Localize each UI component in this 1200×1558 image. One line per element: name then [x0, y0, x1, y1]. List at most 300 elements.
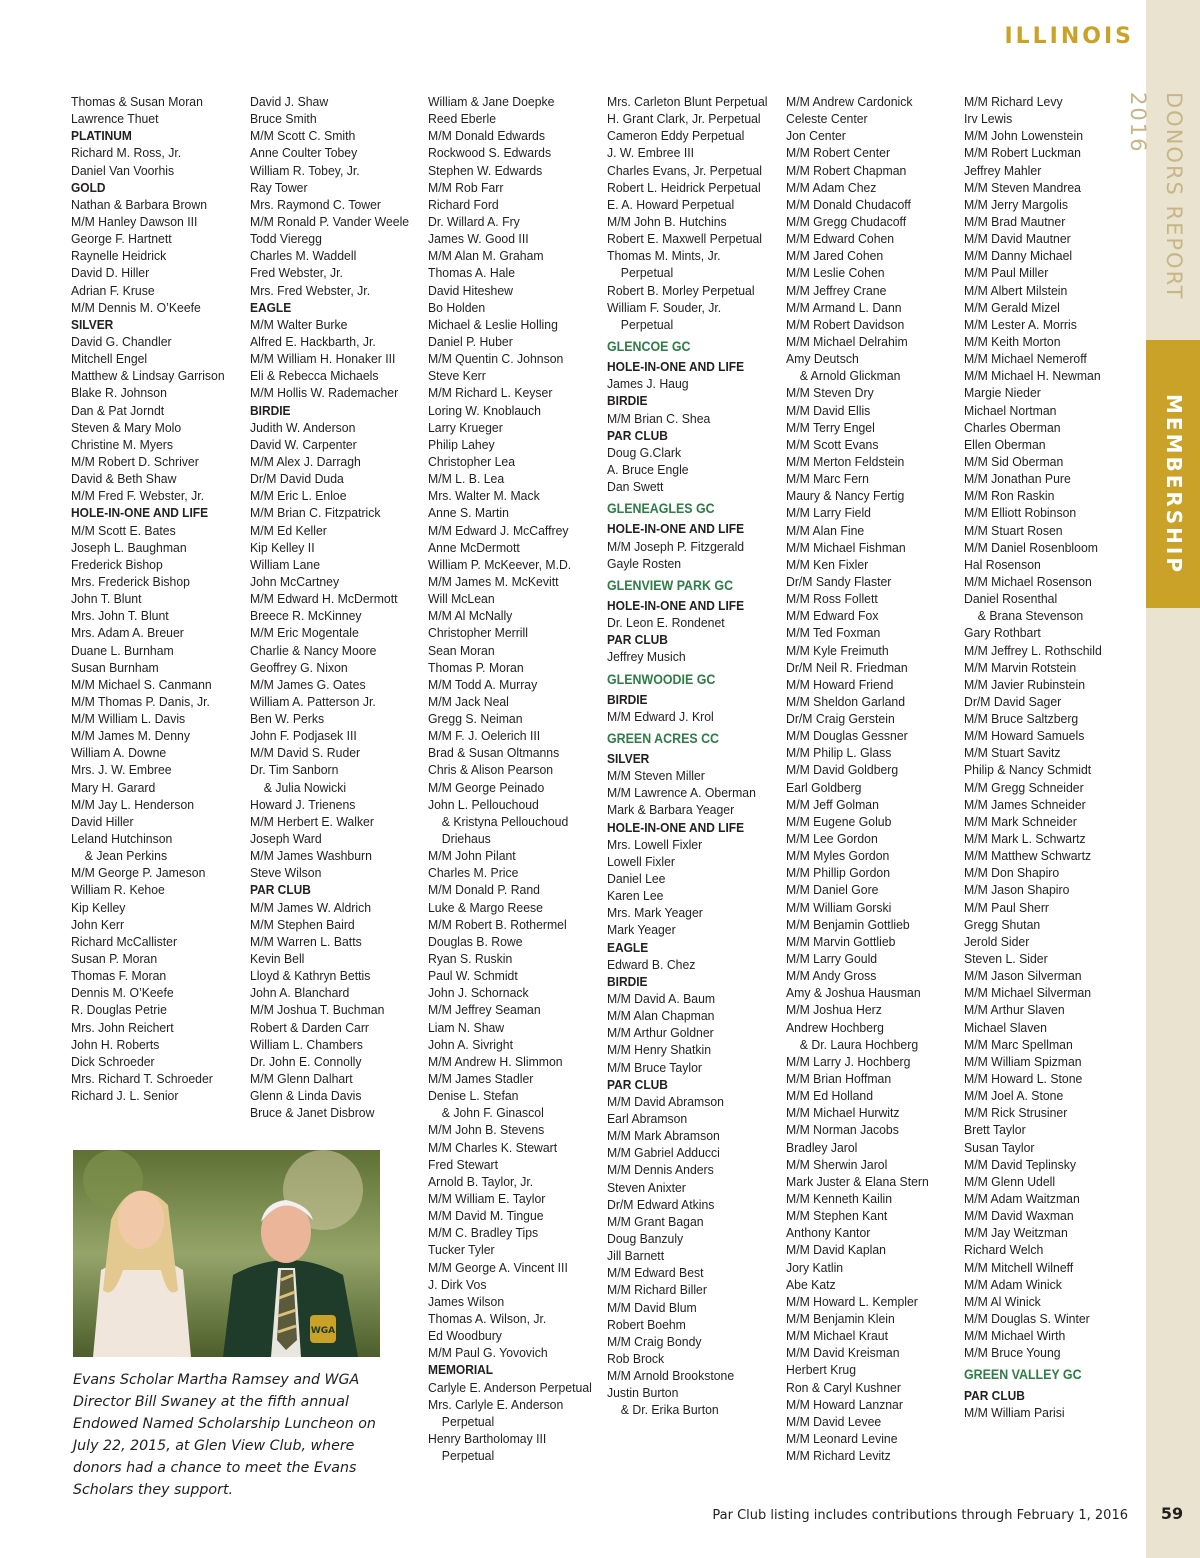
- donor-name: M/M Thomas P. Danis, Jr.: [71, 693, 210, 709]
- donor-name: Thomas A. Hale: [428, 265, 516, 281]
- donor-name: M/M Mark Schneider: [964, 813, 1077, 829]
- giving-level-heading: PAR CLUB: [250, 882, 311, 898]
- donor-name: Ron & Caryl Kushner: [786, 1379, 901, 1395]
- donor-name: M/M Howard Samuels: [964, 728, 1085, 744]
- donor-name: Margie Nieder: [964, 385, 1041, 401]
- donor-name: John T. Blunt: [71, 591, 142, 607]
- donor-name: M/M Norman Jacobs: [786, 1122, 899, 1138]
- donor-name: Blake R. Johnson: [71, 385, 167, 401]
- donor-name: M/M David Goldberg: [786, 762, 899, 778]
- donor-name: Mrs. Carleton Blunt Perpetual: [607, 94, 768, 109]
- donor-name: Sean Moran: [428, 642, 495, 658]
- donor-name: M/M Myles Gordon: [786, 848, 890, 864]
- donor-name: M/M Edward Fox: [786, 608, 879, 624]
- donor-name: Chris & Alison Pearson: [428, 762, 554, 778]
- donor-name: Stephen W. Edwards: [428, 162, 543, 178]
- donor-name: M/M Edward Best: [607, 1265, 704, 1281]
- donor-name: M/M Al Winick: [964, 1293, 1041, 1309]
- donor-name: R. Douglas Petrie: [71, 1002, 167, 1018]
- donor-name: M/M Walter Burke: [250, 316, 348, 332]
- donor-name: M/M Ronald P. Vander Weele: [250, 213, 410, 229]
- donor-name: Charles M. Waddell: [250, 248, 357, 264]
- donor-name: M/M Arthur Slaven: [964, 1002, 1065, 1018]
- donor-name: Steve Wilson: [250, 865, 322, 881]
- donor-name: Justin Burton: [607, 1385, 679, 1401]
- donor-name: Mrs. Walter M. Mack: [428, 488, 540, 504]
- donor-name-continued: Perpetual: [620, 265, 674, 281]
- donor-name: M/M Robert Luckman: [964, 145, 1081, 161]
- donor-name: M/M Ken Fixler: [786, 556, 869, 572]
- donor-name: Jeffrey Musich: [607, 649, 686, 665]
- donor-name: A. Bruce Engle: [607, 461, 689, 477]
- donor-name: M/M Rick Strusiner: [964, 1105, 1068, 1121]
- donor-name-continued: & Arnold Glickman: [799, 368, 901, 384]
- donor-name: Dr/M David Sager: [964, 693, 1062, 709]
- donor-name: Ryan S. Ruskin: [428, 951, 513, 967]
- donor-name: Adrian F. Kruse: [71, 282, 155, 298]
- donor-name: M/M Ed Holland: [786, 1088, 874, 1104]
- donor-name: M/M Jack Neal: [428, 693, 509, 709]
- donor-name: M/M Steven Dry: [786, 385, 874, 401]
- donor-name: M/M Howard Lanznar: [786, 1396, 903, 1412]
- donor-name: M/M Rob Farr: [428, 179, 504, 195]
- donor-name: Michael Nortman: [964, 402, 1057, 418]
- donor-name: M/M Warren L. Batts: [250, 933, 362, 949]
- donor-name: Cameron Eddy Perpetual: [607, 128, 745, 144]
- donor-name: Andrew Hochberg: [786, 1019, 884, 1035]
- donor-name: Carlyle E. Anderson Perpetual: [428, 1379, 592, 1395]
- donor-name: Christopher Merrill: [428, 625, 528, 641]
- giving-level-heading: BIRDIE: [607, 393, 648, 409]
- donor-name: M/M John B. Hutchins: [607, 213, 727, 229]
- donor-name: M/M Richard Biller: [607, 1282, 707, 1298]
- donor-name: M/M Brian C. Fitzpatrick: [250, 505, 381, 521]
- donor-name: Liam N. Shaw: [428, 1019, 505, 1035]
- donor-name: Eli & Rebecca Michaels: [250, 368, 379, 384]
- donor-name: M/M Stuart Rosen: [964, 522, 1063, 538]
- donor-name: M/M David Mautner: [964, 231, 1071, 247]
- giving-level-heading: EAGLE: [607, 939, 649, 955]
- donor-name: M/M Jason Silverman: [964, 968, 1082, 984]
- donor-name: M/M Hollis W. Rademacher: [250, 385, 399, 401]
- donor-name: M/M Elliott Robinson: [964, 505, 1077, 521]
- donor-name: M/M Howard Friend: [786, 676, 894, 692]
- donor-name: M/M Edward H. McDermott: [250, 591, 398, 607]
- donor-name: Thomas A. Wilson, Jr.: [428, 1310, 547, 1326]
- giving-level-heading: BIRDIE: [607, 691, 648, 707]
- donor-name: Steven L. Sider: [964, 951, 1048, 967]
- donor-name: David Hiteshew: [428, 282, 513, 298]
- donor-name: M/M Ron Raskin: [964, 488, 1055, 504]
- donor-name: Henry Bartholomay III: [428, 1430, 547, 1446]
- donor-name: J. W. Embree III: [607, 145, 695, 161]
- donor-name: M/M Michael H. Newman: [964, 368, 1101, 384]
- giving-level-heading: GOLD: [71, 179, 106, 195]
- report-title: DONORS REPORT 2016: [1126, 92, 1186, 301]
- donor-name: M/M Robert Davidson: [786, 316, 905, 332]
- donor-name: M/M Lawrence A. Oberman: [607, 785, 756, 801]
- donor-name: William A. Downe: [71, 745, 167, 761]
- donor-name: Brett Taylor: [964, 1122, 1026, 1138]
- donor-name: Jeffrey Mahler: [964, 162, 1042, 178]
- donor-name: Robert B. Morley Perpetual: [607, 282, 755, 298]
- donor-name: M/M Douglas S. Winter: [964, 1310, 1090, 1326]
- donor-name: M/M Terry Engel: [786, 419, 875, 435]
- giving-level-heading: MEMORIAL: [428, 1362, 494, 1378]
- donor-name: Richard McCallister: [71, 933, 178, 949]
- giving-level-heading: EAGLE: [250, 299, 292, 315]
- donor-name: M/M Alex J. Darragh: [250, 453, 361, 469]
- donor-name: M/M Eric L. Enloe: [250, 488, 347, 504]
- donor-name: M/M David Abramson: [607, 1093, 724, 1109]
- donor-name: M/M Eric Mogentale: [250, 625, 359, 641]
- donor-name: M/M David A. Baum: [607, 991, 716, 1007]
- donor-name: M/M Jason Shapiro: [964, 882, 1070, 898]
- donor-name: M/M David Waxman: [964, 1208, 1074, 1224]
- donor-name: Anne McDermott: [428, 539, 520, 555]
- donor-name-continued: & Dr. Erika Burton: [620, 1402, 719, 1418]
- donor-name: Joseph L. Baughman: [71, 539, 187, 555]
- donor-name: M/M John Pilant: [428, 848, 516, 864]
- donor-name: Anne Coulter Tobey: [250, 145, 358, 161]
- donor-name: M/M Mitchell Wilneff: [964, 1259, 1074, 1275]
- donor-name: M/M Larry Gould: [786, 951, 878, 967]
- donor-name: William R. Kehoe: [71, 882, 165, 898]
- donor-column-2: [250, 93, 408, 1121]
- donor-name: John A. Blanchard: [250, 985, 350, 1001]
- club-heading: GLENVIEW PARK GC: [607, 577, 734, 593]
- donor-name: M/M Lester A. Morris: [964, 316, 1077, 332]
- donor-name: Reed Eberle: [428, 111, 497, 127]
- donor-name: M/M Robert B. Rothermel: [428, 916, 567, 932]
- donor-name: M/M Joel A. Stone: [964, 1088, 1064, 1104]
- giving-level-heading: BIRDIE: [250, 402, 291, 418]
- donor-name: M/M Arnold Brookstone: [607, 1368, 735, 1384]
- donor-name: Douglas B. Rowe: [428, 933, 523, 949]
- donor-name: Kevin Bell: [250, 951, 305, 967]
- donor-name: M/M Michael Fishman: [786, 539, 906, 555]
- donor-name: Dr. Willard A. Fry: [428, 213, 520, 229]
- donor-name: M/M Joshua Herz: [786, 1002, 882, 1018]
- donor-name: David & Beth Shaw: [71, 471, 177, 487]
- donor-name: Alfred E. Hackbarth, Jr.: [250, 333, 376, 349]
- donor-name: Jill Barnett: [607, 1248, 665, 1264]
- donor-name: M/M Marvin Rotstein: [964, 659, 1077, 675]
- donor-name: Mitchell Engel: [71, 351, 148, 367]
- donor-name: James W. Good III: [428, 231, 529, 247]
- donor-name: H. Grant Clark, Jr. Perpetual: [607, 111, 761, 127]
- page-number: 59: [1160, 1504, 1184, 1523]
- donor-name: M/M George Peinado: [428, 779, 545, 795]
- donor-name: Judith W. Anderson: [250, 419, 356, 435]
- donor-name: M/M David Ellis: [786, 402, 871, 418]
- donor-name: M/M Craig Bondy: [607, 1333, 702, 1349]
- donor-name: John J. Schornack: [428, 985, 529, 1001]
- donor-name: M/M Ross Follett: [786, 591, 878, 607]
- donor-name: Mrs. J. W. Embree: [71, 762, 172, 778]
- donor-name: M/M Phillip Gordon: [786, 865, 891, 881]
- donor-name: Mrs. Fred Webster, Jr.: [250, 282, 371, 298]
- donor-name: Frederick Bishop: [71, 556, 163, 572]
- donor-name: Joseph Ward: [250, 831, 322, 847]
- photo-illustration: [73, 1150, 380, 1357]
- donor-name: Dr. John E. Connolly: [250, 1053, 362, 1069]
- donor-name: M/M L. B. Lea: [428, 471, 505, 487]
- donor-name: M/M Jeff Golman: [786, 796, 879, 812]
- donor-name: M/M John B. Stevens: [428, 1122, 545, 1138]
- donor-name: William P. McKeever, M.D.: [428, 556, 572, 572]
- donor-name: Herbert Krug: [786, 1362, 857, 1378]
- donor-name: Michael Slaven: [964, 1019, 1047, 1035]
- donor-name: Dan Swett: [607, 479, 664, 495]
- donor-name: M/M David M. Tingue: [428, 1208, 544, 1224]
- donor-name: Lloyd & Kathryn Bettis: [250, 968, 371, 984]
- donor-name: Dan & Pat Jorndt: [71, 402, 165, 418]
- donor-name: M/M Stephen Baird: [250, 916, 355, 932]
- donor-name: Geoffrey G. Nixon: [250, 659, 348, 675]
- donor-name-continued: Perpetual: [620, 316, 674, 332]
- donor-name: James J. Haug: [607, 376, 689, 392]
- donor-name: M/M Lee Gordon: [786, 831, 878, 847]
- donor-name: M/M Edward J. Krol: [607, 708, 714, 724]
- giving-level-heading: PAR CLUB: [607, 1076, 668, 1092]
- donor-name: M/M Keith Morton: [964, 333, 1061, 349]
- donor-name-continued: & John F. Ginascol: [441, 1105, 544, 1121]
- donor-name: Raynelle Heidrick: [71, 248, 167, 264]
- donor-name-continued: Perpetual: [441, 1448, 495, 1464]
- donor-name: M/M Andrew Cardonick: [786, 94, 913, 109]
- donor-name: M/M Javier Rubinstein: [964, 676, 1086, 692]
- donor-name: Robert Boehm: [607, 1316, 686, 1332]
- donor-name: M/M Stuart Savitz: [964, 745, 1061, 761]
- donor-name: M/M Brian Hoffman: [786, 1071, 892, 1087]
- donor-name: M/M William H. Honaker III: [250, 351, 396, 367]
- donor-name: Richard J. L. Senior: [71, 1088, 179, 1104]
- donor-name: Richard Ford: [428, 196, 499, 212]
- donor-name: David G. Chandler: [71, 333, 172, 349]
- donor-name: Fred Stewart: [428, 1156, 499, 1172]
- donor-name: Thomas P. Moran: [428, 659, 524, 675]
- donor-name: M/M Daniel Gore: [786, 882, 879, 898]
- donor-name: Mrs. Lowell Fixler: [607, 836, 703, 852]
- donor-name: Howard J. Trienens: [250, 796, 356, 812]
- donor-name: Dr/M Neil R. Friedman: [786, 659, 908, 675]
- club-heading: GREEN ACRES CC: [607, 730, 720, 746]
- donor-name: M/M Larry Field: [786, 505, 871, 521]
- donor-name: M/M John Lowenstein: [964, 128, 1083, 144]
- donor-name: M/M Hanley Dawson III: [71, 213, 198, 229]
- club-heading: GREEN VALLEY GC: [964, 1367, 1082, 1383]
- donor-name: Charles Evans, Jr. Perpetual: [607, 162, 763, 178]
- donor-name: Dr/M David Duda: [250, 471, 344, 487]
- donor-name: Susan P. Moran: [71, 951, 158, 967]
- donor-name: M/M Leslie Cohen: [786, 265, 885, 281]
- giving-level-heading: HOLE-IN-ONE AND LIFE: [607, 521, 745, 537]
- donor-name: Mrs. John Reichert: [71, 1019, 174, 1035]
- donor-name: Dr/M Sandy Flaster: [786, 573, 892, 589]
- section-label: MEMBERSHIP: [1162, 394, 1186, 576]
- donor-name: James Wilson: [428, 1293, 505, 1309]
- donor-name: M/M Steven Miller: [607, 768, 705, 784]
- donor-name: Kip Kelley II: [250, 539, 315, 555]
- donor-name-continued: & Jean Perkins: [84, 848, 168, 864]
- donor-name: M/M Howard L. Kempler: [786, 1293, 918, 1309]
- donor-name: John McCartney: [250, 573, 340, 589]
- donor-name: Paul W. Schmidt: [428, 968, 518, 984]
- donor-name: Abe Katz: [786, 1276, 836, 1292]
- donor-name: M/M James Schneider: [964, 796, 1086, 812]
- donor-name: M/M Jeffrey Seaman: [428, 1002, 541, 1018]
- donor-name: M/M Henry Shatkin: [607, 1042, 712, 1058]
- donor-name: M/M Paul Miller: [964, 265, 1049, 281]
- donor-column-4: [607, 93, 768, 1419]
- donor-name: Mark Juster & Elana Stern: [786, 1173, 929, 1189]
- donor-name: M/M Andrew H. Slimmon: [428, 1053, 563, 1069]
- donor-name: M/M Herbert E. Walker: [250, 813, 374, 829]
- donor-name: Daniel Van Voorhis: [71, 162, 175, 178]
- donor-name: M/M Glenn Udell: [964, 1173, 1056, 1189]
- donor-name: John F. Podjasek III: [250, 728, 357, 744]
- donor-name: M/M Dennis M. O’Keefe: [71, 299, 201, 315]
- donor-name: M/M Merton Feldstein: [786, 453, 905, 469]
- donor-name: Gregg S. Neiman: [428, 711, 523, 727]
- donor-name: M/M Benjamin Gottlieb: [786, 916, 910, 932]
- donor-name: M/M Jared Cohen: [786, 248, 884, 264]
- footer-note: Par Club listing includes contributions through February 1, 2016: [712, 1508, 1128, 1523]
- donor-name: Hal Rosenson: [964, 556, 1041, 572]
- donor-name: M/M Mark Abramson: [607, 1128, 720, 1144]
- donor-name: Glenn & Linda Davis: [250, 1088, 362, 1104]
- donor-name: Jerold Sider: [964, 933, 1030, 949]
- donor-name: M/M Alan Fine: [786, 522, 865, 538]
- donor-name: Mrs. Richard T. Schroeder: [71, 1071, 213, 1087]
- donor-name: M/M James M. Denny: [71, 728, 190, 744]
- donor-name: Dr/M Edward Atkins: [607, 1196, 715, 1212]
- donor-name: Karen Lee: [607, 888, 664, 904]
- donor-name: M/M Michael S. Canmann: [71, 676, 212, 692]
- donor-name: Steven & Mary Molo: [71, 419, 182, 435]
- donor-name: M/M Alan Chapman: [607, 1008, 715, 1024]
- donor-name: Charles Oberman: [964, 419, 1061, 435]
- donor-name: Amy & Joshua Hausman: [786, 985, 921, 1001]
- donor-name: Irv Lewis: [964, 111, 1013, 127]
- donor-name: Gregg Shutan: [964, 916, 1041, 932]
- donor-name: M/M Adam Chez: [786, 179, 877, 195]
- donor-name: Lowell Fixler: [607, 853, 675, 869]
- club-heading: GLENEAGLES GC: [607, 501, 715, 517]
- donor-name: Mrs. Adam A. Breuer: [71, 625, 184, 641]
- donor-name: William L. Chambers: [250, 1036, 363, 1052]
- donor-name: Mark & Barbara Yeager: [607, 802, 735, 818]
- donor-name: David Hiller: [71, 813, 134, 829]
- donor-name: Loring W. Knoblauch: [428, 402, 541, 418]
- woman-face: [118, 1191, 164, 1249]
- donor-name: Ed Woodbury: [428, 1328, 502, 1344]
- donor-name: M/M Edward J. McCaffrey: [428, 522, 569, 538]
- photo-caption: Evans Scholar Martha Ramsey and WGA Director Bill Swaney at the fifth annual Endowed Named Scholarship Luncheon on July 22, 2015, at Glen View Club, where donors had a chance to meet the Evans Scholars they support.: [73, 1372, 376, 1498]
- donor-name: John Kerr: [71, 916, 125, 932]
- donor-name: Luke & Margo Reese: [428, 899, 543, 915]
- giving-level-heading: PAR CLUB: [607, 427, 668, 443]
- donor-column-3: [428, 93, 592, 1464]
- donor-name: Doug G.Clark: [607, 444, 682, 460]
- donor-name: Philip & Nancy Schmidt: [964, 762, 1092, 778]
- state-title: ILLINOIS: [1004, 24, 1134, 49]
- badge-text: WGA: [310, 1326, 336, 1336]
- donor-name: David D. Hiller: [71, 265, 150, 281]
- donor-name-continued: Perpetual: [441, 1413, 495, 1429]
- donor-name: M/M Danny Michael: [964, 248, 1073, 264]
- donor-name: Edward B. Chez: [607, 956, 696, 972]
- donor-name: M/M Sheldon Garland: [786, 693, 905, 709]
- donor-name: M/M Robert Chapman: [786, 162, 907, 178]
- donor-column-6: [964, 93, 1122, 1421]
- donor-name: M/M Don Shapiro: [964, 865, 1060, 881]
- giving-level-heading: SILVER: [71, 316, 114, 332]
- donor-name: Philip Lahey: [428, 436, 495, 452]
- donor-name: Matthew & Lindsay Garrison: [71, 368, 225, 384]
- donor-name: M/M Bruce Young: [964, 1345, 1061, 1361]
- club-heading: GLENWOODIE GC: [607, 671, 716, 687]
- donor-name: Anthony Kantor: [786, 1225, 871, 1241]
- donor-name: Charlie & Nancy Moore: [250, 642, 377, 658]
- donor-name: M/M Jonathan Pure: [964, 471, 1071, 487]
- donor-name: M/M Jeffrey Crane: [786, 282, 887, 298]
- donor-name: Kip Kelley: [71, 899, 126, 915]
- donor-name: M/M Todd A. Murray: [428, 676, 538, 692]
- donor-name: M/M James M. McKevitt: [428, 573, 559, 589]
- donor-name: M/M Jeffrey L. Rothschild: [964, 642, 1102, 658]
- donor-name: Richard M. Ross, Jr.: [71, 145, 182, 161]
- donor-name: M/M Adam Winick: [964, 1276, 1062, 1292]
- donor-name: Bruce & Janet Disbrow: [250, 1105, 375, 1121]
- giving-level-heading: HOLE-IN-ONE AND LIFE: [607, 597, 745, 613]
- donor-name: M/M Al McNally: [428, 608, 513, 624]
- donor-name: Rockwood S. Edwards: [428, 145, 552, 161]
- donor-name: M/M Ed Keller: [250, 522, 327, 538]
- donor-name: M/M Andy Gross: [786, 968, 877, 984]
- donor-name: John L. Pellouchoud: [428, 796, 539, 812]
- donor-name: Tucker Tyler: [428, 1242, 495, 1258]
- donor-name: George F. Hartnett: [71, 231, 172, 247]
- donor-name: Michael & Leslie Holling: [428, 316, 558, 332]
- donor-name: Todd Vieregg: [250, 231, 322, 247]
- donor-name: M/M Joshua T. Buchman: [250, 1002, 385, 1018]
- donor-name: M/M Sherwin Jarol: [786, 1156, 888, 1172]
- donor-name: M/M William L. Davis: [71, 711, 186, 727]
- donor-name: Thomas & Susan Moran: [71, 94, 203, 109]
- donor-name: Maury & Nancy Fertig: [786, 488, 905, 504]
- donor-name: John H. Roberts: [71, 1036, 160, 1052]
- donor-name: Jory Katlin: [786, 1259, 844, 1275]
- donor-name: M/M Douglas Gessner: [786, 728, 908, 744]
- donor-name: M/M James W. Aldrich: [250, 899, 371, 915]
- giving-level-heading: PAR CLUB: [964, 1387, 1025, 1403]
- donor-name: M/M Jay Weitzman: [964, 1225, 1068, 1241]
- donor-name: M/M Armand L. Dann: [786, 299, 902, 315]
- donor-name: Dr. Leon E. Rondenet: [607, 615, 725, 631]
- donor-name: M/M Donald Edwards: [428, 128, 545, 144]
- event-photo: [73, 1150, 380, 1357]
- donor-name: M/M Jay L. Henderson: [71, 796, 195, 812]
- donor-name: Dr/M Craig Gerstein: [786, 711, 895, 727]
- donor-name: Larry Krueger: [428, 419, 503, 435]
- donor-name: Thomas M. Mints, Jr.: [607, 248, 721, 264]
- donor-name: M/M Kyle Freimuth: [786, 642, 889, 658]
- donor-name: Will McLean: [428, 591, 495, 607]
- donor-name: M/M Paul Sherr: [964, 899, 1049, 915]
- donor-name: Susan Taylor: [964, 1139, 1035, 1155]
